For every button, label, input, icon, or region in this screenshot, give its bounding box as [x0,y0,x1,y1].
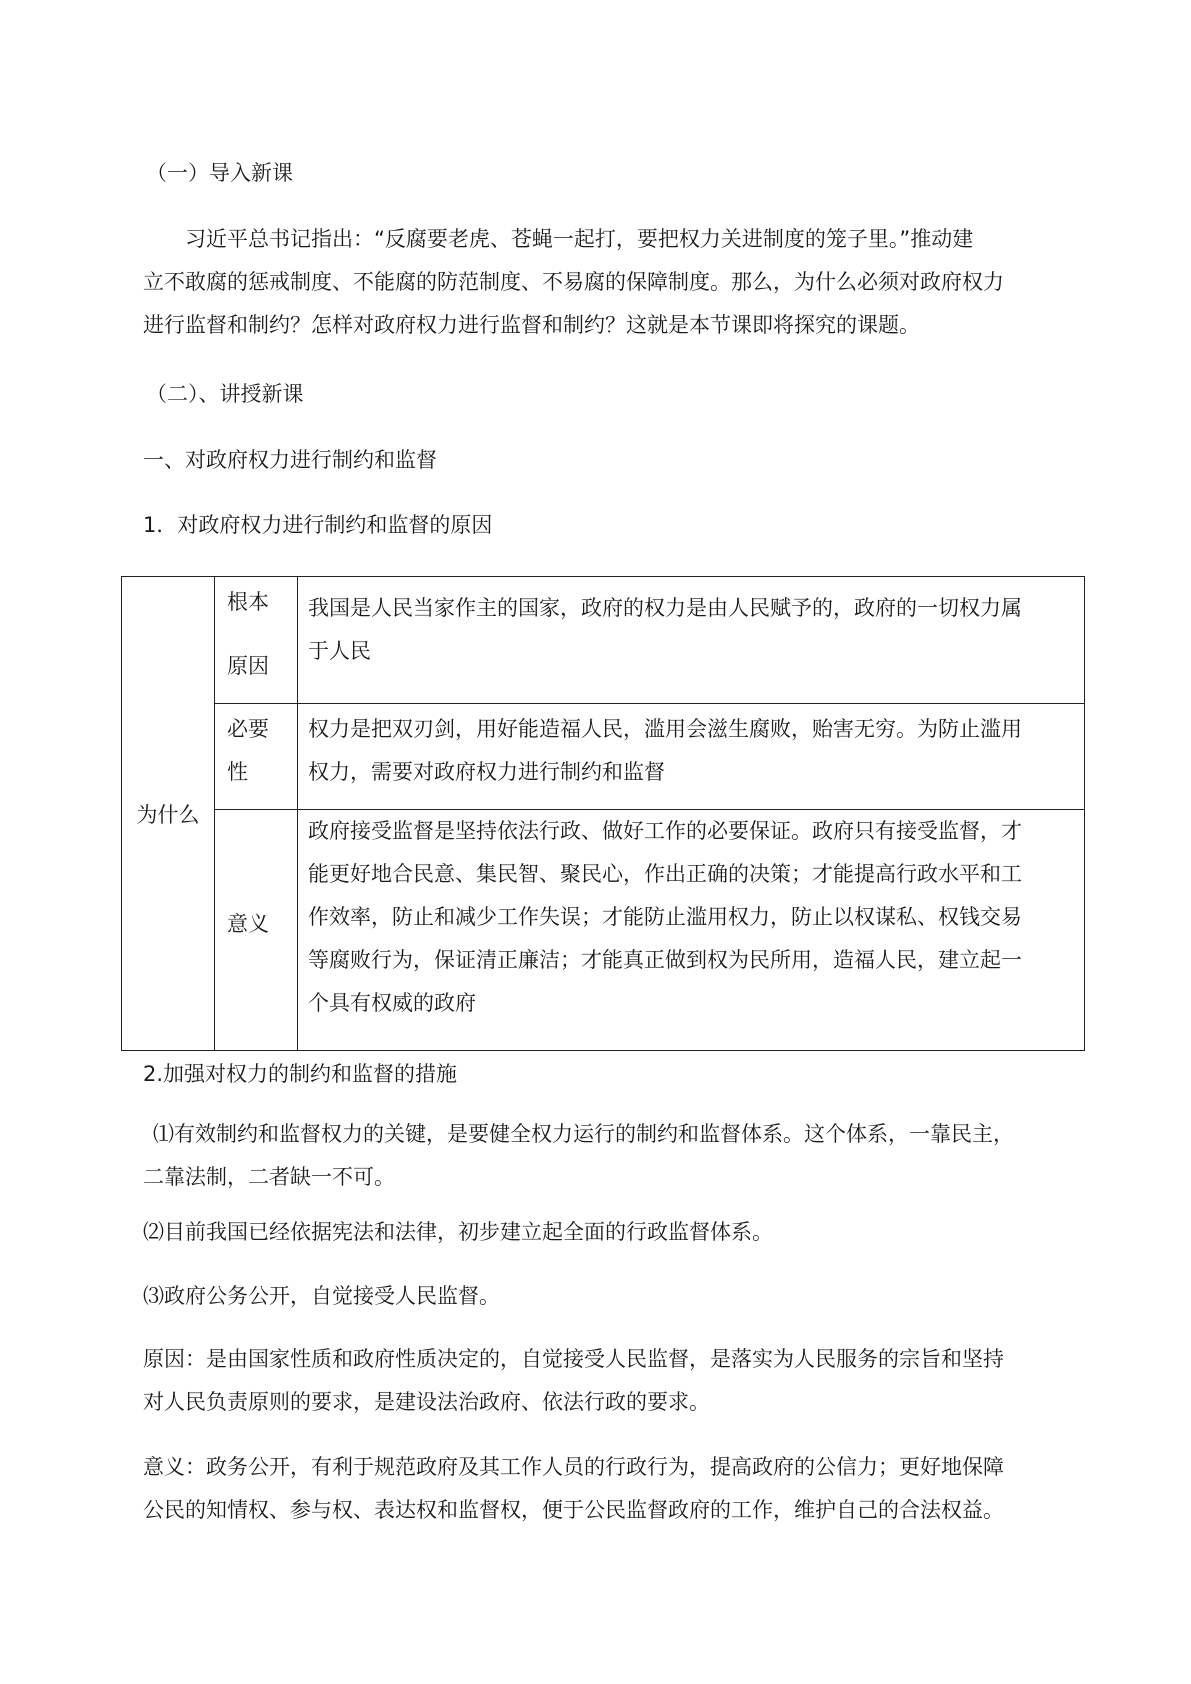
reason-paragraph [143,1338,1004,1424]
intro-line: 立不敢腐的惩戒制度、不能腐的防范制度、不易腐的保障制度。那么，为什么必须对政府权力 [143,270,1004,294]
significance-line: 意义：政务公开，有利于规范政府及其工作人员的行政行为，提高政府的公信力；更好地保障 [143,1455,1004,1479]
row-key-cell [215,577,298,704]
measure-3-text: ⑶政府公务公开，自觉接受人民监督。 [143,1284,500,1308]
row-key-cell [215,704,298,810]
measure-1-line: ⑴有效制约和监督权力的关键，是要健全权力运行的制约和监督体系。这个体系，一靠民主， [153,1122,1014,1146]
row-content-line: 作效率，防止和减少工作失误；才能防止滥用权力，防止以权谋私、权钱交易 [308,905,1022,929]
measure-1-paragraph [143,1113,1014,1199]
row-content-cell [298,577,1085,704]
reason-line: 对人民负责原则的要求，是建设法治政府、依法行政的要求。 [143,1390,710,1414]
row-content-line: 我国是人民当家作主的国家，政府的权力是由人民赋予的，政府的一切权力属 [308,596,1022,620]
row-content-cell [298,704,1085,810]
measure-1-line: 二靠法制，二者缺一不可。 [143,1165,395,1189]
topic-heading: 一、对政府权力进行制约和监督 [143,448,437,472]
row-content-cell [298,810,1085,1051]
section-heading-intro: （一）导入新课 [146,161,293,185]
row-key-line: 原因 [227,654,269,678]
significance-paragraph [143,1446,1004,1532]
intro-paragraph [143,218,1004,347]
subtopic-heading-measures: 2.加强对权力的制约和监督的措施 [143,1062,458,1086]
significance-line: 公民的知情权、参与权、表达权和监督权，便于公民监督政府的工作，维护自己的合法权益。 [143,1498,1004,1522]
intro-line: 习近平总书记指出：“反腐要老虎、苍蝇一起打，要把权力关进制度的笼子里。”推动建 [185,227,974,251]
row-content-line: 等腐败行为，保证清正廉洁；才能真正做到权为民所用，造福人民，建立起一 [308,948,1022,972]
row-key-line: 根本 [227,590,269,614]
row-key-line: 意义 [227,911,269,936]
row-content-line: 权力是把双刃剑，用好能造福人民，滥用会滋生腐败，贻害无穷。为防止滥用 [308,717,1022,741]
row-key-line: 性 [227,760,248,784]
section-heading-lecture: （二）、讲授新课 [146,382,304,406]
reasons-table [121,576,1085,1051]
question-cell [122,577,215,1051]
row-key-cell [215,810,298,1051]
measure-2-text: ⑵目前我国已经依据宪法和法律，初步建立起全面的行政监督体系。 [143,1220,773,1244]
reason-line: 原因：是由国家性质和政府性质决定的，自觉接受人民监督，是落实为人民服务的宗旨和坚持 [143,1347,1004,1371]
row-key-line: 必要 [227,717,269,741]
question-label: 为什么 [136,802,200,827]
row-content-line: 能更好地合民意、集民智、聚民心，作出正确的决策；才能提高行政水平和工 [308,862,1022,886]
subtopic-heading-reasons: 1．对政府权力进行制约和监督的原因 [143,513,493,537]
intro-line: 进行监督和制约？怎样对政府权力进行监督和制约？这就是本节课即将探究的课题。 [143,313,920,337]
row-content-line: 权力，需要对政府权力进行制约和监督 [308,760,665,784]
row-content-line: 个具有权威的政府 [308,991,476,1015]
row-content-line: 政府接受监督是坚持依法行政、做好工作的必要保证。政府只有接受监督，才 [308,819,1022,843]
row-content-line: 于人民 [308,639,371,663]
